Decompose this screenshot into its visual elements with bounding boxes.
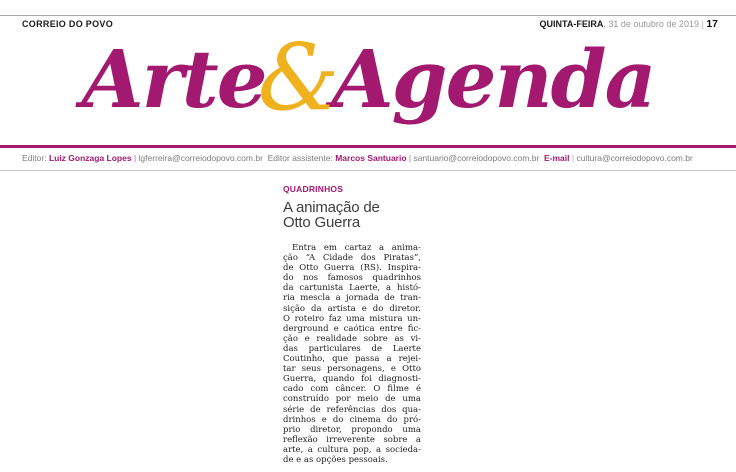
article-body-line: prio diretor, propondo uma xyxy=(283,424,421,435)
article-body-line: ção e realidade sobre as vi- xyxy=(283,333,421,344)
article-body-line: tar seus personagens, e Otto xyxy=(283,364,421,375)
editor-bar-bottom-rule xyxy=(0,170,736,171)
article-title-line: Otto Guerra xyxy=(283,214,360,231)
editor-credit-segment: Editor: xyxy=(22,153,49,163)
article-body-line: Coutinho, que passa a rejei- xyxy=(283,354,421,365)
article-body-line: reflexão irreverente sobre a xyxy=(283,434,421,445)
editor-credit-segment: E-mail xyxy=(539,153,570,163)
editor-bar-top-rule xyxy=(0,145,736,148)
article-body-line: O roteiro faz uma mistura un- xyxy=(283,313,421,324)
article-body-line: Entra em cartaz a anima- xyxy=(292,243,421,253)
editor-credit-segment: lgferreira@correiodopovo.com.br xyxy=(138,153,263,163)
article-body-line: cado com câncer. O filme é xyxy=(283,384,421,395)
editor-credit-segment: Luiz Gonzaga Lopes xyxy=(48,153,132,163)
article-body-line: sição da artista e do diretor. xyxy=(283,303,421,314)
masthead-ampersand: & xyxy=(257,24,340,131)
article-kicker: QUADRINHOS xyxy=(283,184,344,194)
editor-credit-segment: | xyxy=(131,153,139,163)
article-body-line: de Otto Guerra (RS). Inspira- xyxy=(283,263,421,274)
article-body-line: da cartunista Laerte, a histó- xyxy=(283,283,421,294)
article-body-line: série de referências dos qua- xyxy=(283,404,421,415)
article-quadrinhos xyxy=(283,184,421,465)
editor-credit-segment: Marcos Santuario xyxy=(335,153,407,163)
editor-credit-segment: | xyxy=(406,153,414,163)
article-title xyxy=(283,200,421,230)
editor-credit-segment: | xyxy=(569,153,577,163)
article-body-line: arte, a cultura pop, a socieda- xyxy=(283,444,421,455)
article-body-line: Guerra, quando foi diagnosti- xyxy=(283,374,421,385)
dateline-date: , 31 de outubro de 2019 xyxy=(603,19,702,29)
article-body xyxy=(283,243,421,465)
article-body-line: construído por meio de uma xyxy=(283,394,421,405)
page-number: 17 xyxy=(706,18,718,30)
top-divider xyxy=(0,15,736,16)
dateline xyxy=(540,18,718,30)
editor-credit-segment: Editor assistente: xyxy=(262,153,336,163)
editor-credit-segment: cultura@correiodopovo.com.br xyxy=(576,153,693,163)
masthead-word-arte: Arte xyxy=(81,32,266,126)
article-body-line: derground e caótica entre fic- xyxy=(283,323,421,334)
article-title-line: A animação de xyxy=(283,199,380,216)
article-body-line: do nos famosos quadrinhos xyxy=(283,273,421,284)
editor-credit-segment: santuario@correiodopovo.com.br xyxy=(413,153,540,163)
article-body-line: das particulares de Laerte xyxy=(283,343,421,354)
article-body-line: ção “A Cidade dos Piratas”, xyxy=(283,253,421,264)
dateline-weekday: QUINTA-FEIRA xyxy=(539,19,604,29)
article-body-line: de e as opções pessoais. xyxy=(283,454,388,465)
article-body-line: drinhos e do cinema do pró- xyxy=(283,414,421,425)
article-body-line: ria mescla a jornada de tran- xyxy=(283,293,421,304)
editor-credits-bar xyxy=(22,153,722,163)
masthead-word-agenda: Agenda xyxy=(331,32,655,126)
dateline-separator: | xyxy=(701,19,707,29)
newspaper-brand: CORREIO DO POVO xyxy=(22,19,114,29)
